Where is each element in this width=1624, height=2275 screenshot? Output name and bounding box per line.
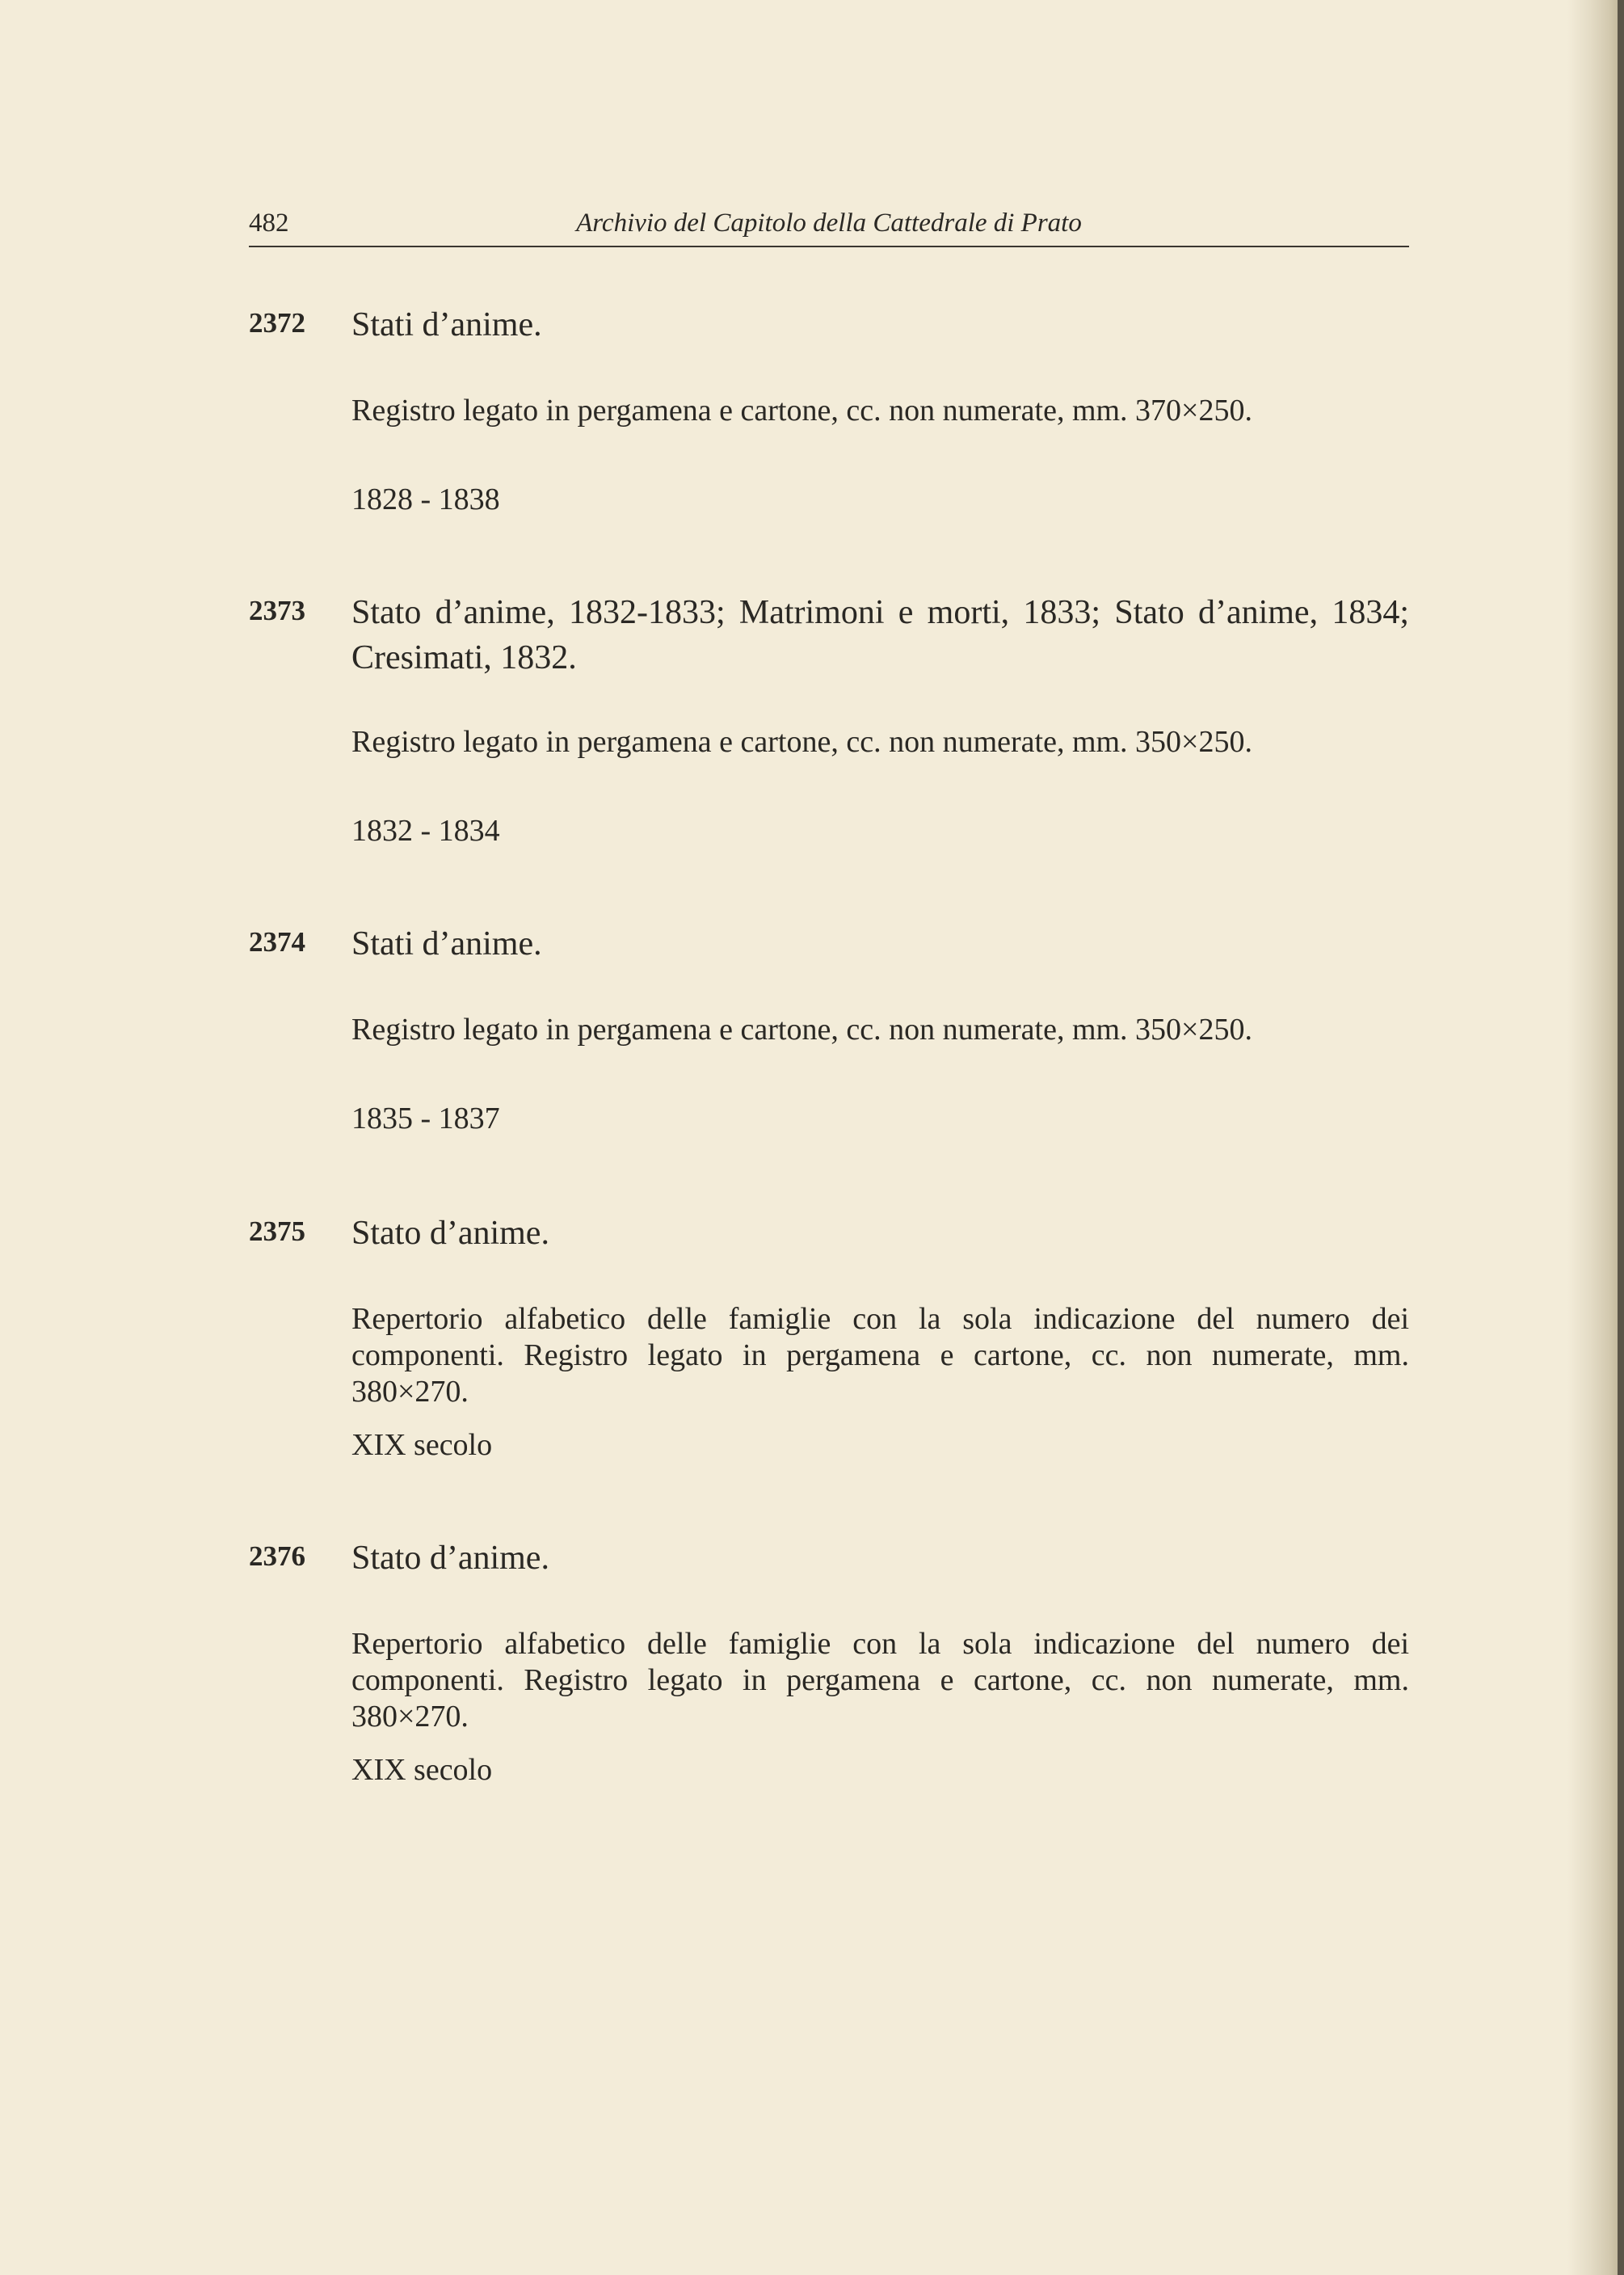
entry-title: Stati d’anime. bbox=[351, 306, 542, 343]
page-edge bbox=[1567, 0, 1624, 2275]
entry-date: 1835 - 1837 bbox=[351, 1102, 500, 1135]
entry-date: 1828 - 1838 bbox=[351, 482, 500, 516]
entry-number: 2375 bbox=[249, 1215, 305, 1247]
running-title: Archivio del Capitolo della Cattedrale di Prato bbox=[576, 209, 1082, 238]
running-header bbox=[249, 204, 1409, 247]
entry-number: 2372 bbox=[249, 307, 305, 339]
entry-title: Stato d’anime, 1832-1833; Matrimoni e morti, 1833; Stato d’anime, 1834; Cresimati, 1832. bbox=[351, 594, 1409, 676]
entry-title: Stati d’anime. bbox=[351, 925, 542, 963]
entry-description: Repertorio alfabetico delle famiglie con la sola indicazione del numero dei componenti. Registro legato in pergamena e cartone, cc. non numerate, mm. 380×270. bbox=[351, 1627, 1409, 1734]
entry-date: 1832 - 1834 bbox=[351, 814, 500, 848]
entry-title: Stato d’anime. bbox=[351, 1540, 549, 1577]
entry-date: XIX secolo bbox=[351, 1428, 493, 1462]
page-number: 482 bbox=[249, 209, 289, 238]
binding-shadow bbox=[1618, 0, 1624, 2275]
entry-number: 2374 bbox=[249, 926, 305, 958]
entry-date: XIX secolo bbox=[351, 1753, 493, 1787]
entry-title: Stato d’anime. bbox=[351, 1215, 549, 1252]
entry-number: 2376 bbox=[249, 1540, 305, 1572]
entry-description: Repertorio alfabetico delle famiglie con la sola indicazione del numero dei componenti. Registro legato in pergamena e cartone, cc. non numerate, mm. 380×270. bbox=[351, 1302, 1409, 1409]
entry-description: Registro legato in pergamena e cartone, cc. non numerate, mm. 350×250. bbox=[351, 725, 1252, 759]
entry-number: 2373 bbox=[249, 595, 305, 626]
entry-description: Registro legato in pergamena e cartone, cc. non numerate, mm. 370×250. bbox=[351, 394, 1252, 428]
entry-description: Registro legato in pergamena e cartone, cc. non numerate, mm. 350×250. bbox=[351, 1013, 1252, 1047]
